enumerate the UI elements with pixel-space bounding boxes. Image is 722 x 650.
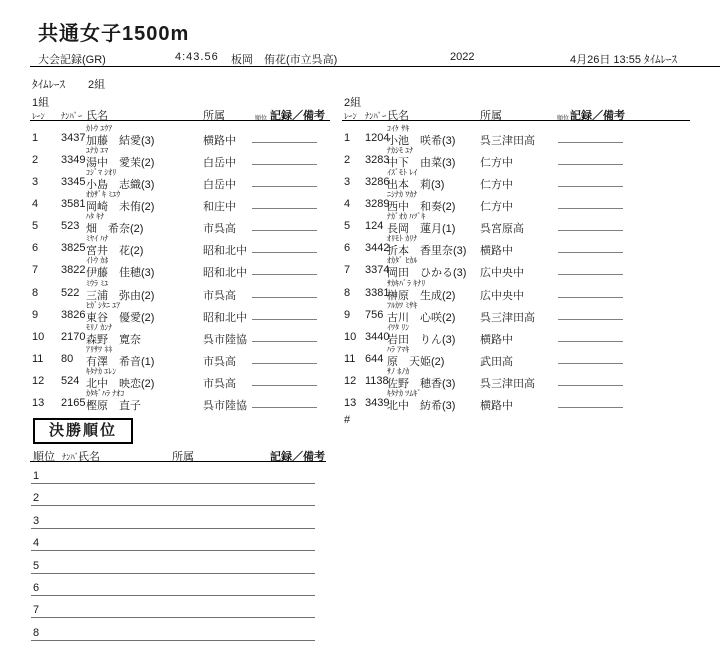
final-results-section bbox=[30, 418, 360, 646]
entry-row bbox=[342, 189, 690, 214]
entry-lane: 6 bbox=[32, 242, 39, 255]
record-blank-line bbox=[558, 208, 623, 209]
entry-affiliation: 白岳中 bbox=[203, 157, 236, 170]
entry-lane: 7 bbox=[32, 264, 39, 277]
column-header-record: 記録／備考 bbox=[570, 110, 625, 122]
final-rank-row bbox=[30, 537, 360, 559]
record-blank-line bbox=[252, 319, 317, 320]
entry-kana: ﾌﾙｶﾜ ﾐｻｷ bbox=[387, 300, 418, 310]
entry-row bbox=[342, 145, 690, 170]
entry-kana: ｶﾄｳ ﾕｳｱ bbox=[86, 124, 113, 133]
column-header-number: ﾅﾝﾊﾞｰ bbox=[365, 111, 387, 121]
entry-row bbox=[342, 123, 690, 145]
entry-kana: ﾓﾘﾉ ｶﾝﾅ bbox=[86, 322, 113, 332]
column-header-name: 氏名 bbox=[86, 110, 108, 122]
record-blank-line bbox=[558, 341, 623, 342]
entry-number: 522 bbox=[61, 286, 80, 299]
final-rank-number: 5 bbox=[33, 559, 40, 572]
header-rule bbox=[30, 66, 720, 67]
entry-number: 1204 bbox=[365, 132, 390, 144]
final-blank-line bbox=[31, 483, 315, 484]
entry-number: 3283 bbox=[365, 154, 390, 167]
entry-row bbox=[342, 233, 690, 258]
entry-number: 3826 bbox=[61, 308, 86, 321]
heat-count-label: 2組 bbox=[88, 79, 106, 91]
entry-kana: ﾆｼﾅｶ ﾜｶﾅ bbox=[387, 190, 418, 200]
entry-name: 長岡 蓮月(1) bbox=[387, 223, 456, 236]
entry-number: 1138 bbox=[365, 374, 389, 387]
record-year: 2022 bbox=[450, 51, 475, 63]
record-blank-line bbox=[252, 385, 317, 386]
entry-name: 中下 由菜(3) bbox=[387, 157, 456, 170]
entry-affiliation: 横路中 bbox=[203, 135, 236, 147]
record-label: 大会記録(GR) bbox=[38, 54, 106, 66]
entry-number: 523 bbox=[61, 220, 80, 233]
entry-name: 北中 映恋(2) bbox=[86, 377, 155, 390]
entry-name: 小島 志織(3) bbox=[86, 179, 155, 192]
entry-kana: ﾊﾀ ｷﾅ bbox=[86, 212, 105, 222]
record-blank-line bbox=[558, 164, 623, 165]
entry-kana: ｺｼﾞﾏ ｼｵﾘ bbox=[86, 168, 117, 178]
entry-number: 3286 bbox=[365, 176, 390, 189]
entry-lane: 5 bbox=[344, 220, 351, 233]
column-header-name: 氏名 bbox=[387, 110, 409, 122]
record-blank-line bbox=[252, 230, 317, 231]
record-blank-line bbox=[252, 208, 317, 209]
final-blank-line bbox=[31, 617, 315, 618]
final-rank-row bbox=[30, 492, 360, 514]
heat-2-table bbox=[342, 94, 690, 427]
entry-affiliation: 武田高 bbox=[480, 355, 513, 368]
record-blank-line bbox=[558, 385, 623, 386]
entry-name: 加藤 結愛(3) bbox=[86, 135, 155, 147]
column-header-rank: 順位 bbox=[557, 116, 570, 122]
entry-number: 3289 bbox=[365, 198, 390, 211]
entry-affiliation: 和庄中 bbox=[203, 201, 236, 214]
entry-lane: 11 bbox=[32, 352, 44, 365]
entry-number: 3437 bbox=[61, 132, 86, 144]
final-blank-line bbox=[31, 528, 315, 529]
entry-name: 有澤 希音(1) bbox=[86, 355, 155, 368]
entry-affiliation: 呉宮原高 bbox=[480, 223, 524, 236]
entry-kana: ｵｶｻﾞｷ ﾐﾕｳ bbox=[86, 190, 121, 200]
entry-kana: ﾐﾔｲ ﾊﾅ bbox=[86, 234, 109, 244]
entry-name: 西中 和奏(2) bbox=[387, 201, 456, 214]
entry-name: 東谷 優愛(2) bbox=[86, 311, 155, 324]
entry-row bbox=[342, 344, 690, 366]
entry-row bbox=[30, 255, 330, 280]
column-header-lane: ﾚｰﾝ bbox=[32, 111, 45, 121]
entry-lane: 9 bbox=[344, 308, 351, 321]
entry-kana: ｶﾀｷﾞﾊﾗ ﾅｵｺ bbox=[86, 388, 125, 398]
entry-lane: 7 bbox=[344, 264, 351, 277]
final-blank-line bbox=[31, 505, 315, 506]
column-header-affiliation: 所属 bbox=[480, 110, 502, 122]
entry-row bbox=[30, 278, 330, 300]
entry-name: 岡田 ひかる(3) bbox=[387, 267, 467, 280]
entry-number: 3822 bbox=[61, 264, 86, 277]
final-rank-row bbox=[30, 627, 360, 649]
final-header-underline bbox=[30, 461, 326, 462]
entry-number: 3442 bbox=[365, 242, 390, 255]
final-rank-row bbox=[30, 515, 360, 537]
entry-number: 3345 bbox=[61, 176, 86, 189]
entry-lane: 10 bbox=[32, 330, 45, 343]
entry-affiliation: 昭和北中 bbox=[203, 245, 247, 258]
entry-lane: 2 bbox=[344, 154, 351, 167]
final-title-box bbox=[33, 418, 133, 444]
entry-kana: ﾐｳﾗ ﾐﾕ bbox=[86, 278, 109, 288]
entry-number: 124 bbox=[365, 220, 384, 233]
race-type-label: ﾀｲﾑﾚｰｽ bbox=[32, 79, 65, 91]
final-rank-number: 6 bbox=[33, 582, 40, 594]
entry-row bbox=[30, 189, 330, 214]
record-blank-line bbox=[252, 274, 317, 275]
record-blank-line bbox=[558, 363, 623, 364]
entry-kana: ｺｲｹ ｻｷ bbox=[387, 124, 410, 133]
final-blank-line bbox=[31, 640, 315, 641]
entry-number: 756 bbox=[365, 308, 384, 321]
final-rank-row bbox=[30, 604, 360, 626]
record-blank-line bbox=[558, 230, 623, 231]
entry-lane: 8 bbox=[344, 286, 351, 299]
entry-affiliation: 市呉高 bbox=[203, 355, 236, 368]
entry-row bbox=[30, 167, 330, 192]
entry-affiliation: 広中央中 bbox=[480, 267, 524, 280]
entry-kana: ｻｶｷﾊﾞﾗ ｷﾅﾘ bbox=[387, 278, 426, 288]
entry-row bbox=[30, 344, 330, 366]
final-rank-row bbox=[30, 470, 360, 492]
entry-number: 524 bbox=[61, 374, 80, 387]
record-blank-line bbox=[558, 274, 623, 275]
entry-affiliation: 呉市陸協 bbox=[203, 399, 247, 412]
entry-kana: ﾕﾅｶ ｴﾏ bbox=[86, 146, 109, 156]
entry-number: 2165 bbox=[61, 396, 86, 409]
entry-affiliation: 横路中 bbox=[480, 399, 513, 412]
entry-lane: 4 bbox=[32, 198, 39, 211]
final-rank-number: 3 bbox=[33, 514, 40, 527]
entry-row bbox=[30, 366, 330, 388]
entry-number: 80 bbox=[61, 352, 74, 365]
final-blank-line bbox=[31, 573, 315, 574]
entry-affiliation: 仁方中 bbox=[480, 157, 513, 170]
entry-affiliation: 呉三津田高 bbox=[480, 311, 535, 324]
entry-kana: ｵｶﾀﾞ ﾋｶﾙ bbox=[387, 256, 418, 266]
entry-lane: 6 bbox=[344, 242, 351, 255]
entry-name: 佐野 穂香(3) bbox=[387, 377, 456, 390]
final-title: 決勝順位 bbox=[48, 422, 117, 439]
entry-number: 3349 bbox=[61, 154, 86, 167]
entry-name: 三浦 弥由(2) bbox=[86, 289, 155, 302]
record-holder: 板岡 侑花(市立呉高) bbox=[231, 54, 338, 66]
entry-number: 3825 bbox=[61, 242, 86, 255]
entry-name: 畑 希奈(2) bbox=[86, 223, 144, 236]
heat-footnote: # bbox=[344, 414, 351, 427]
record-blank-line bbox=[558, 186, 623, 187]
entry-affiliation: 白岳中 bbox=[203, 179, 236, 192]
record-blank-line bbox=[558, 252, 623, 253]
entry-lane: 1 bbox=[344, 132, 351, 144]
entry-affiliation: 昭和北中 bbox=[203, 311, 247, 324]
entry-kana: ｵﾘﾓﾄ ｶﾘﾅ bbox=[387, 234, 418, 244]
header-underline bbox=[342, 120, 690, 121]
entry-affiliation: 横路中 bbox=[480, 245, 513, 258]
entry-number: 3439 bbox=[365, 396, 390, 409]
entry-kana: ﾋｶﾞｼﾀﾆ ﾕｱ bbox=[86, 300, 121, 310]
entry-name: 伊藤 佳穂(3) bbox=[86, 267, 155, 280]
entry-row bbox=[342, 278, 690, 300]
entry-name: 湯中 愛茉(2) bbox=[86, 157, 155, 170]
entry-row bbox=[30, 145, 330, 170]
entry-affiliation: 昭和北中 bbox=[203, 267, 247, 280]
entry-kana: ｷﾀﾅｶ ﾂﾑｷﾞ bbox=[387, 388, 422, 398]
heat-1-table bbox=[30, 94, 330, 424]
record-blank-line bbox=[252, 363, 317, 364]
entry-lane: 13 bbox=[32, 396, 45, 409]
entry-lane: 12 bbox=[32, 374, 45, 387]
entry-name: 森野 寛奈 bbox=[86, 333, 141, 346]
entry-affiliation: 市呉高 bbox=[203, 223, 236, 236]
entry-lane: 9 bbox=[32, 308, 39, 321]
entry-row bbox=[342, 255, 690, 280]
final-column-record: 記録／備考 bbox=[270, 451, 325, 463]
entry-kana: ｲｽﾞﾓﾄ ﾚｲ bbox=[387, 168, 418, 178]
entry-row bbox=[30, 211, 330, 236]
entry-row bbox=[30, 322, 330, 344]
entry-number: 3381 bbox=[365, 286, 390, 299]
entry-affiliation: 広中央中 bbox=[480, 289, 524, 302]
final-column-affiliation: 所属 bbox=[172, 451, 194, 463]
entry-name: 宮井 花(2) bbox=[86, 245, 144, 258]
record-blank-line bbox=[252, 164, 317, 165]
entry-name: 岩田 りん(3) bbox=[387, 333, 456, 346]
entry-number: 2170 bbox=[61, 330, 86, 343]
entry-row bbox=[342, 211, 690, 236]
column-header-affiliation: 所属 bbox=[203, 110, 225, 122]
entry-lane: 1 bbox=[32, 132, 39, 144]
entry-lane: 8 bbox=[32, 286, 39, 299]
entry-row bbox=[30, 300, 330, 322]
column-header-number: ﾅﾝﾊﾞｰ bbox=[61, 111, 83, 121]
final-rank-row bbox=[30, 560, 360, 582]
record-blank-line bbox=[252, 186, 317, 187]
final-rank-number: 4 bbox=[33, 537, 40, 550]
final-column-number: ﾅﾝﾊﾞｰ bbox=[62, 452, 84, 462]
header-underline bbox=[30, 120, 330, 121]
entry-lane: 12 bbox=[344, 374, 357, 387]
entry-name: 北中 紡希(3) bbox=[387, 399, 456, 412]
entry-name: 出本 莉(3) bbox=[387, 179, 445, 192]
entry-name: 原 天姫(2) bbox=[387, 355, 445, 368]
entry-kana: ﾅｶｼﾓ ﾕﾅ bbox=[387, 146, 414, 156]
entry-lane: 3 bbox=[32, 176, 39, 189]
column-header-lane: ﾚｰﾝ bbox=[344, 111, 357, 121]
race-datetime: 4月26日 13:55 ﾀｲﾑﾚｰｽ bbox=[570, 54, 677, 66]
column-header-record: 記録／備考 bbox=[270, 110, 325, 122]
record-blank-line bbox=[252, 341, 317, 342]
record-blank-line bbox=[558, 297, 623, 298]
entry-lane: 2 bbox=[32, 154, 39, 167]
entry-number: 644 bbox=[365, 352, 384, 365]
record-blank-line bbox=[252, 407, 317, 408]
entry-kana: ｻﾉ ﾎﾉｶ bbox=[387, 366, 410, 376]
entry-affiliation: 呉三津田高 bbox=[480, 135, 535, 147]
heat-label: 2組 bbox=[344, 97, 362, 109]
entry-number: 3374 bbox=[365, 264, 390, 277]
entry-lane: 11 bbox=[344, 352, 356, 365]
entry-kana: ﾊﾗ ｱﾏｷ bbox=[387, 344, 410, 354]
record-blank-line bbox=[252, 142, 317, 143]
entry-affiliation: 市呉高 bbox=[203, 377, 236, 390]
final-rank-number: 7 bbox=[33, 604, 40, 617]
final-blank-line bbox=[31, 550, 315, 551]
entry-lane: 13 bbox=[344, 396, 357, 409]
final-blank-line bbox=[31, 595, 315, 596]
entry-kana: ｷﾀﾅｶ ｴﾚﾝ bbox=[86, 366, 117, 376]
entry-number: 3440 bbox=[365, 330, 390, 343]
entry-affiliation: 呉三津田高 bbox=[480, 377, 535, 390]
record-blank-line bbox=[252, 252, 317, 253]
final-rank-number: 1 bbox=[33, 470, 40, 482]
entry-row bbox=[342, 167, 690, 192]
entry-name: 古川 心咲(2) bbox=[387, 311, 456, 324]
entry-lane: 4 bbox=[344, 198, 351, 211]
final-rank-row bbox=[30, 582, 360, 604]
entry-row bbox=[342, 300, 690, 322]
entry-row bbox=[30, 388, 330, 410]
entry-affiliation: 呉市陸協 bbox=[203, 333, 247, 346]
entry-row bbox=[342, 366, 690, 388]
entry-row bbox=[342, 322, 690, 344]
record-blank-line bbox=[252, 297, 317, 298]
record-blank-line bbox=[558, 319, 623, 320]
entry-kana: ｱﾘｻﾜ ﾈﾈ bbox=[86, 344, 113, 354]
entry-name: 岡崎 未侑(2) bbox=[86, 201, 155, 214]
entry-name: 樫原 直子 bbox=[86, 399, 141, 412]
entry-row bbox=[342, 388, 690, 410]
record-blank-line bbox=[558, 407, 623, 408]
record-time: 4:43.56 bbox=[175, 51, 219, 63]
entry-affiliation: 市呉高 bbox=[203, 289, 236, 302]
entry-kana: ｲﾄｳ ｶﾎ bbox=[86, 256, 109, 266]
record-blank-line bbox=[558, 142, 623, 143]
entry-row bbox=[30, 123, 330, 145]
entry-kana: ﾅｶﾞｵｶ ﾊﾂﾞｷ bbox=[387, 212, 426, 222]
column-header-rank: 順位 bbox=[255, 116, 268, 122]
final-rank-number: 2 bbox=[33, 492, 40, 505]
entry-name: 小池 咲希(3) bbox=[387, 135, 456, 147]
entry-lane: 3 bbox=[344, 176, 351, 189]
entry-lane: 10 bbox=[344, 330, 357, 343]
event-title: 共通女子1500m bbox=[38, 23, 190, 45]
entry-row bbox=[30, 233, 330, 258]
heat-label: 1組 bbox=[32, 97, 50, 109]
entry-lane: 5 bbox=[32, 220, 39, 233]
entry-name: 折本 香里奈(3) bbox=[387, 245, 467, 258]
entry-affiliation: 仁方中 bbox=[480, 201, 513, 214]
final-column-name: 氏名 bbox=[78, 451, 100, 463]
entry-kana: ｲﾜﾀ ﾘﾝ bbox=[387, 322, 410, 332]
entry-affiliation: 仁方中 bbox=[480, 179, 513, 192]
final-rank-number: 8 bbox=[33, 626, 40, 639]
final-column-rank: 順位 bbox=[33, 451, 55, 463]
entry-number: 3581 bbox=[61, 198, 86, 211]
entry-affiliation: 横路中 bbox=[480, 333, 513, 346]
entry-name: 榊原 生成(2) bbox=[387, 289, 456, 302]
